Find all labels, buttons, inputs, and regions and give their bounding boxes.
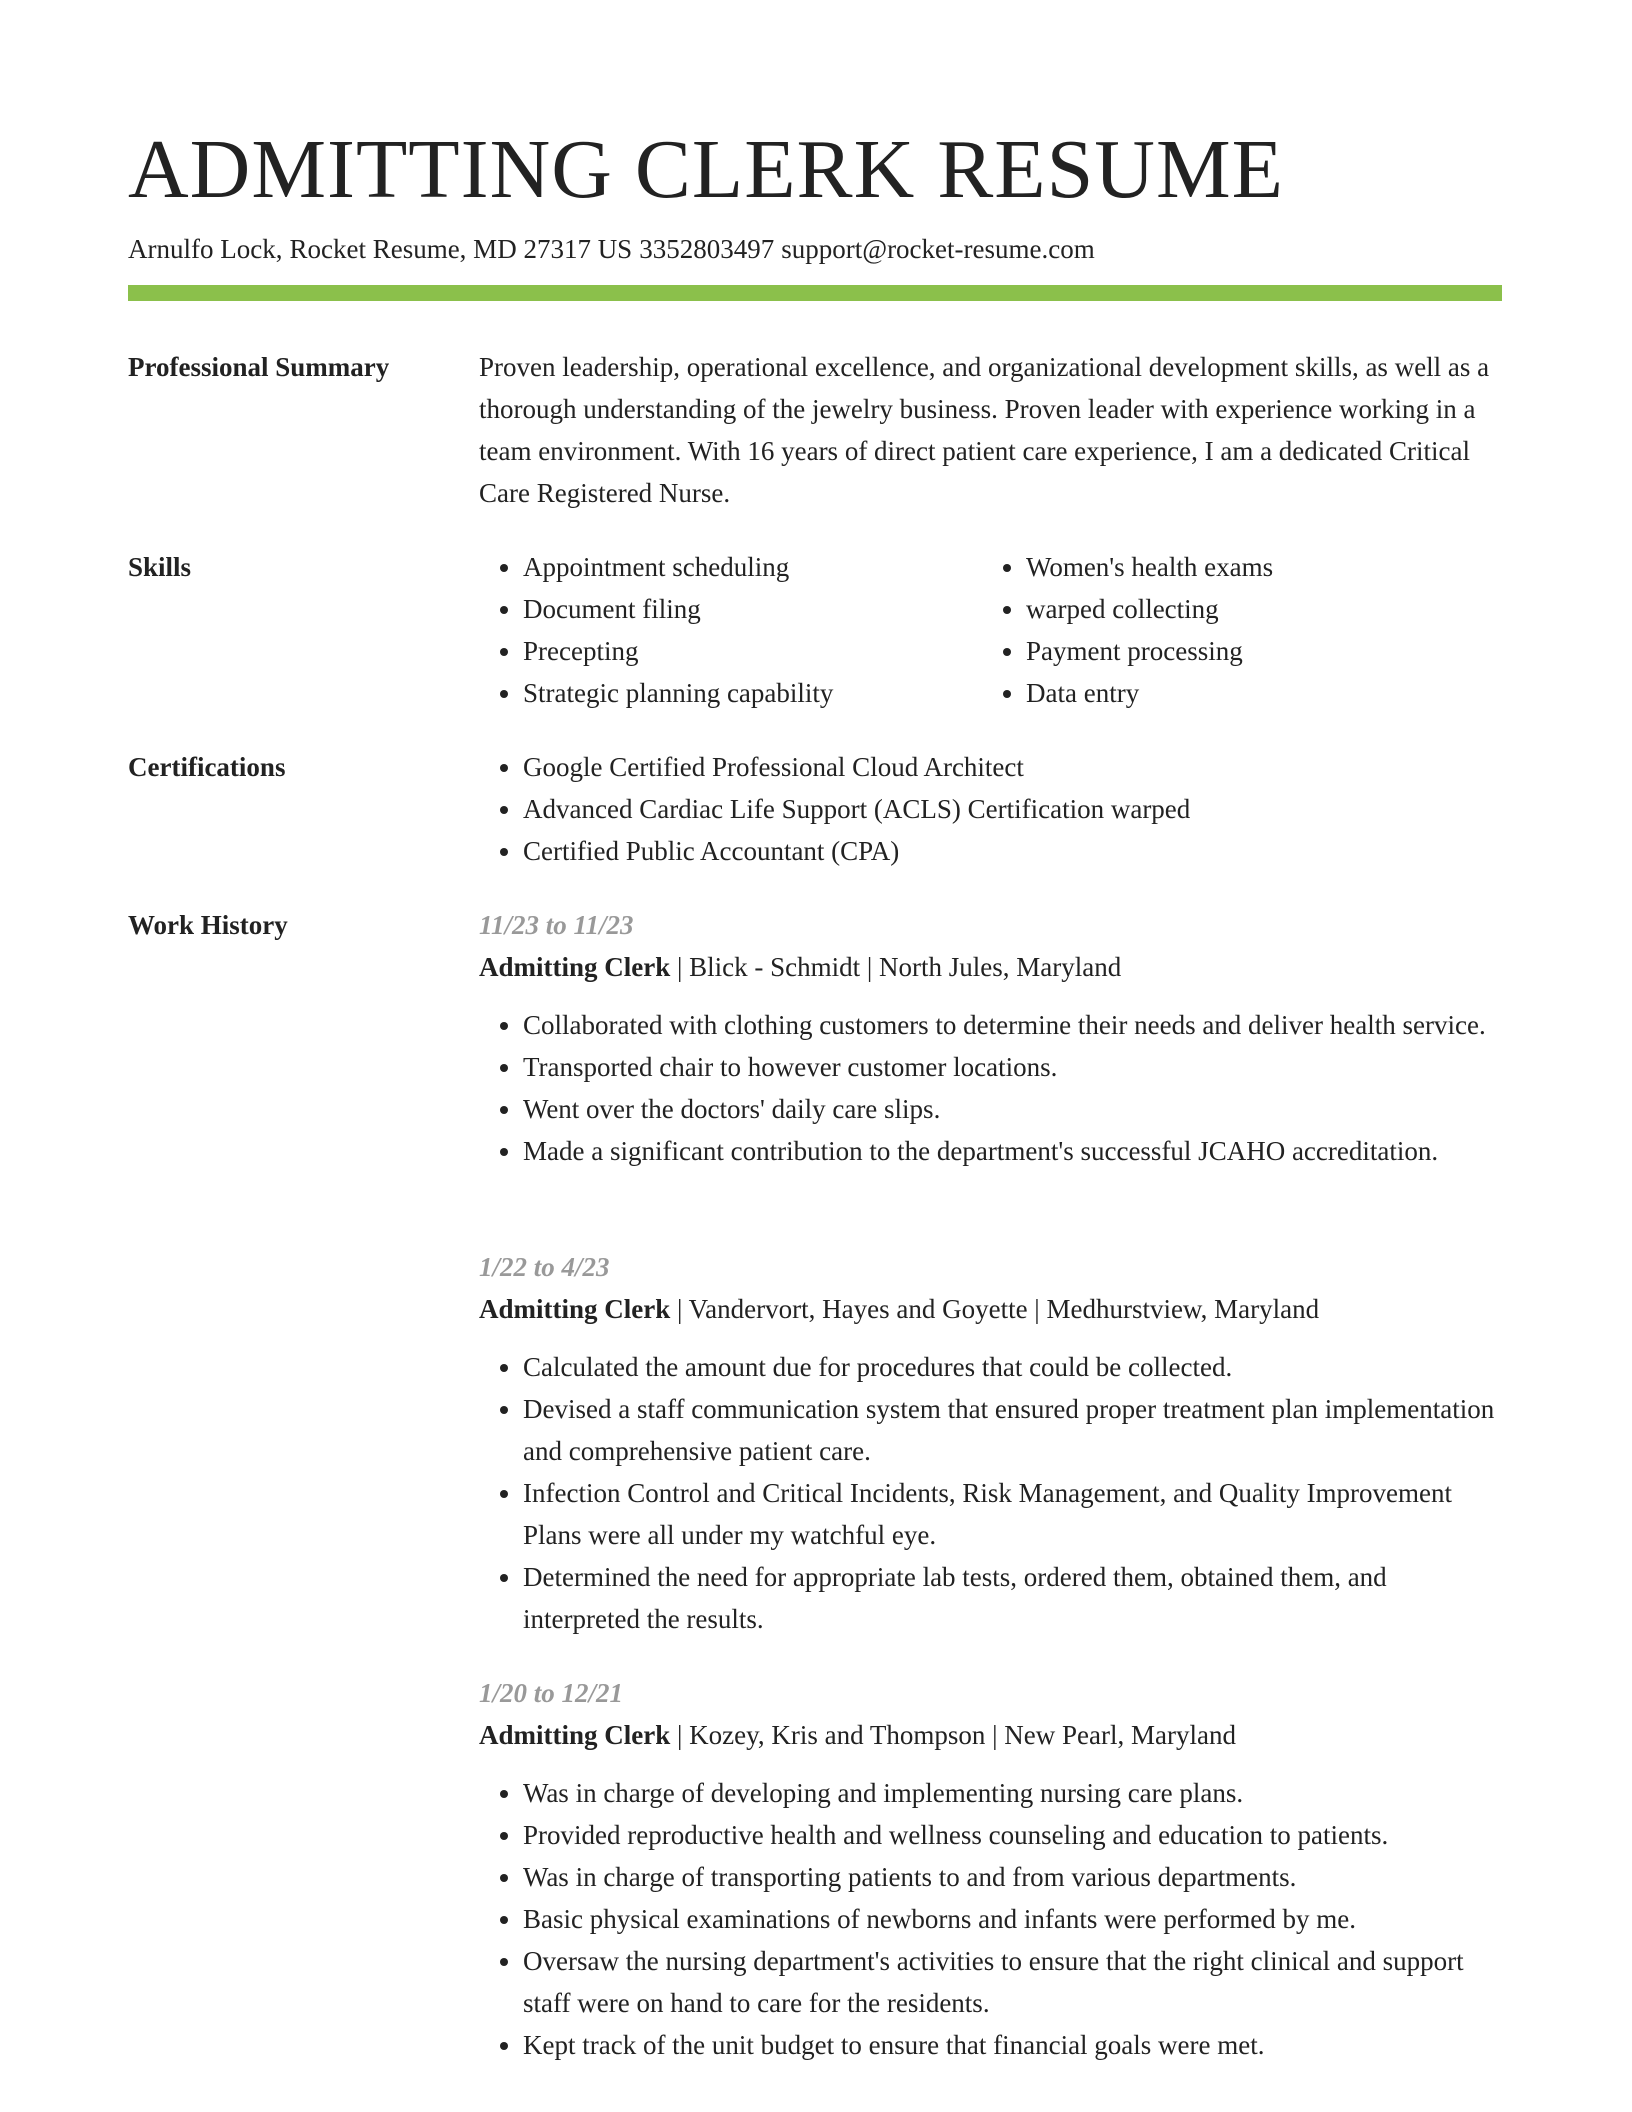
job-title: Admitting Clerk [479, 1294, 671, 1324]
job-bullet: • Collaborated with clothing customers to determine their needs and deliver health service. [523, 1004, 1502, 1046]
job-bullet: • Oversaw the nursing department's activities to ensure that the right clinical and support staff were on hand to care for the residents. [523, 1940, 1502, 2024]
contact-line [128, 232, 1095, 266]
accent-divider [128, 285, 1502, 301]
skills-heading: Skills [128, 552, 192, 582]
job-bullet: • Was in charge of developing and implementing nursing care plans. [523, 1772, 1502, 1814]
skills-body [479, 546, 1502, 714]
skills-column-right [982, 546, 1485, 714]
skill-item: • Payment processing [1026, 630, 1485, 672]
resume-title: ADMITTING CLERK RESUME [128, 123, 1284, 216]
skill-item: • Document filing [523, 588, 982, 630]
summary-body [479, 346, 1502, 514]
skill-item: • Appointment scheduling [523, 546, 982, 588]
skill-item: • warped collecting [1026, 588, 1485, 630]
job-bullet: • Devised a staff communication system that ensured proper treatment plan implementation and comprehensive patient care. [523, 1388, 1502, 1472]
job-bullet: • Transported chair to however customer locations. [523, 1046, 1502, 1088]
certifications-heading: Certifications [128, 752, 286, 782]
job-employer: | Kozey, Kris and Thompson | New Pearl, Maryland [670, 1720, 1236, 1750]
job-entry [479, 1672, 1502, 2066]
skill-item: • Data entry [1026, 672, 1485, 714]
job-entry [479, 1246, 1502, 1640]
job-bullet: • Calculated the amount due for procedures that could be collected. [523, 1346, 1502, 1388]
skill-item: • Precepting [523, 630, 982, 672]
contact-phone: 3352803497 [639, 234, 775, 264]
job-bullet: • Made a significant contribution to the department's successful JCAHO accreditation. [523, 1130, 1502, 1172]
job-bullet: • Basic physical examinations of newborns and infants were performed by me. [523, 1898, 1502, 1940]
job-heading [479, 1714, 1502, 1756]
job-title: Admitting Clerk [479, 952, 671, 982]
job-entry [479, 904, 1502, 1172]
job-dates: 1/22 to 4/23 [479, 1252, 610, 1282]
certification-item: • Certified Public Accountant (CPA) [523, 830, 1502, 872]
job-heading [479, 946, 1502, 988]
job-dates: 11/23 to 11/23 [479, 910, 634, 940]
skills-column-left [479, 546, 982, 714]
certification-item: • Advanced Cardiac Life Support (ACLS) Certification warped [523, 788, 1502, 830]
skill-item: • Strategic planning capability [523, 672, 982, 714]
job-bullet: • Determined the need for appropriate lab tests, ordered them, obtained them, and interpreted the results. [523, 1556, 1502, 1640]
work-history-heading: Work History [128, 910, 288, 940]
summary-text: Proven leadership, operational excellence, and organizational development skills, as well as a thorough understanding of the jewelry business. Proven leader with experience working in a team environment. With 16 years of direct patient care experience, I am a dedicated Critical Care Registered Nurse. [479, 352, 1490, 508]
job-bullet: • Went over the doctors' daily care slips. [523, 1088, 1502, 1130]
job-heading [479, 1288, 1502, 1330]
job-dates: 1/20 to 12/21 [479, 1678, 624, 1708]
job-employer: | Vandervort, Hayes and Goyette | Medhurstview, Maryland [670, 1294, 1320, 1324]
contact-email: support@rocket-resume.com [781, 234, 1095, 264]
job-bullet: • Infection Control and Critical Incidents, Risk Management, and Quality Improvement Plans were all under my watchful eye. [523, 1472, 1502, 1556]
skill-item: • Women's health exams [1026, 546, 1485, 588]
job-bullet: • Provided reproductive health and wellness counseling and education to patients. [523, 1814, 1502, 1856]
job-bullet: • Kept track of the unit budget to ensure that financial goals were met. [523, 2024, 1502, 2066]
job-title: Admitting Clerk [479, 1720, 671, 1750]
certifications-body [479, 746, 1502, 872]
certification-item: • Google Certified Professional Cloud Architect [523, 746, 1502, 788]
job-bullet: • Was in charge of transporting patients to and from various departments. [523, 1856, 1502, 1898]
contact-name: Arnulfo Lock, [128, 234, 283, 264]
contact-location: Rocket Resume, MD 27317 US [289, 234, 633, 264]
summary-heading: Professional Summary [128, 352, 390, 382]
job-employer: | Blick - Schmidt | North Jules, Maryland [670, 952, 1122, 982]
